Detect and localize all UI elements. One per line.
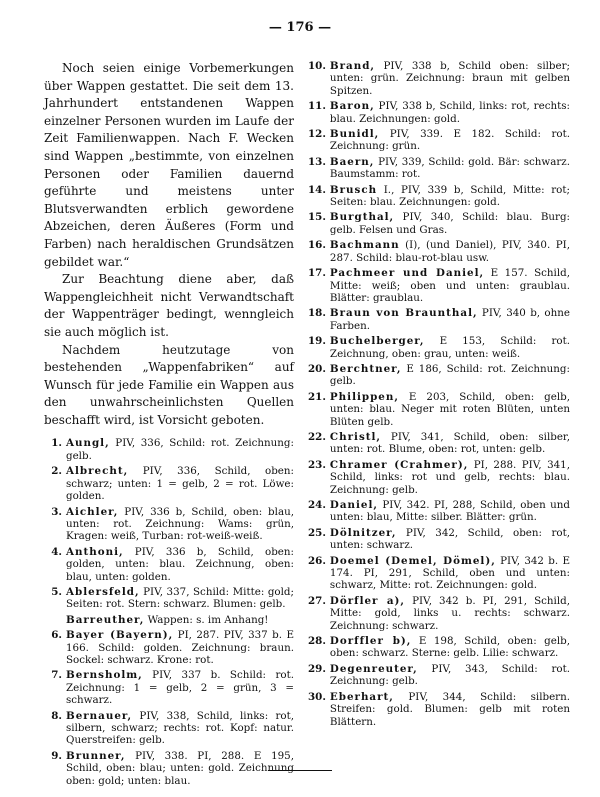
entry-description: PIV, 337, Schild: Mitte: gold; Seiten: rot. Stern: schwarz. Blumen: gelb. bbox=[66, 585, 294, 611]
entry-description: PIV, 340, Schild: blau. Burg: gelb. Felsen und Gras. bbox=[329, 211, 570, 236]
entry-number: 23. bbox=[308, 458, 326, 471]
entry-name: Pachmeer und Daniel, bbox=[329, 267, 485, 280]
entry-description: PIV, 339, Schild: gold. Bär: schwarz. Baumstamm: rot. bbox=[329, 155, 570, 181]
list-item bbox=[44, 750, 294, 787]
entry-number: 19. bbox=[308, 335, 326, 348]
entry-description: PIV, 338 b, Schild, links: rot, rechts: blau. Zeichnungen: gold. bbox=[329, 100, 570, 125]
entry-number: 29. bbox=[308, 662, 326, 675]
entry-number: 24. bbox=[308, 499, 326, 511]
entry-name: Baern, bbox=[329, 155, 375, 168]
list-item bbox=[44, 437, 294, 462]
list-item bbox=[44, 586, 294, 611]
entry-name: Bunidl, bbox=[329, 128, 380, 141]
entry-list-right bbox=[308, 60, 570, 728]
entry-name: Aungl, bbox=[66, 437, 110, 450]
bottom-divider bbox=[268, 770, 332, 771]
list-item bbox=[44, 614, 294, 626]
entry-description: E 153, Schild: rot. Zeichnung, oben: grau, unten: weiß. bbox=[329, 335, 570, 360]
entry-number: 5. bbox=[51, 585, 62, 598]
entry-description: PIV, 342, Schild, oben: rot, unten: schwarz. bbox=[329, 526, 570, 552]
entry-description: PIV, 336 b, Schild, oben: golden, unten: blau. Zeichnung, oben: blau, unten: golden. bbox=[66, 545, 294, 583]
entry-description: (I), (und Daniel), PIV, 340. PI, 287. Schild: blau-rot-blau usw. bbox=[329, 239, 570, 264]
entry-name: Brand, bbox=[329, 60, 375, 72]
list-item bbox=[44, 629, 294, 666]
entry-description: PIV, 338, Schild, links: rot, silbern, schwarz; rechts: rot. Kopf: natur. Querstreifen: gelb. bbox=[66, 709, 294, 747]
entry-number: 27. bbox=[308, 594, 326, 607]
entry-number: 4. bbox=[51, 545, 62, 558]
entry-name: Barreuther, bbox=[66, 613, 145, 626]
entry-name: Bernauer, bbox=[66, 709, 133, 722]
entry-name: Berchtner, bbox=[329, 362, 402, 375]
entry-number: 12. bbox=[308, 128, 326, 141]
list-item bbox=[308, 100, 570, 125]
list-item bbox=[308, 267, 570, 304]
list-item bbox=[308, 459, 570, 496]
list-item bbox=[308, 128, 570, 153]
entry-number: 7. bbox=[51, 669, 62, 682]
list-item bbox=[308, 60, 570, 97]
entry-description: PIV, 338 b, Schild oben: silber; unten: grün. Zeichnung: braun mit gelben Spitzen. bbox=[329, 60, 570, 97]
entry-name: Buchelberger, bbox=[329, 335, 425, 348]
list-item bbox=[308, 499, 570, 524]
entry-description: PIV, 339. E 182. Schild: rot. Zeichnung: grün. bbox=[329, 128, 570, 153]
entry-name: Aichler, bbox=[66, 505, 119, 518]
list-item bbox=[308, 635, 570, 660]
entry-description: I., PIV, 339 b, Schild, Mitte: rot; Seiten: blau. Zeichnungen: gold. bbox=[329, 183, 570, 209]
entry-name: Bayer (Bayern), bbox=[66, 629, 174, 642]
list-item bbox=[308, 431, 570, 456]
entry-name: Philippen, bbox=[329, 390, 399, 403]
intro-paragraph: Nachdem heutzutage von bestehenden „Wappenfabriken“ auf Wunsch für jede Familie ein Wappen aus den unwahrscheinlichsten Quellen beschafft wird, ist Vorsicht geboten. bbox=[44, 342, 294, 427]
entry-name: Brunner, bbox=[66, 749, 126, 762]
entry-number: 1. bbox=[51, 437, 62, 450]
entry-description: PI, 287. PIV, 337 b. E 166. Schild: golden. Zeichnung: braun. Sockel: schwarz. Krone: rot. bbox=[66, 629, 294, 666]
entry-number: 2. bbox=[51, 465, 62, 478]
entry-description: E 198, Schild, oben: gelb, oben: schwarz. Sterne: gelb. Lilie: schwarz. bbox=[329, 635, 570, 660]
entry-name: Daniel, bbox=[329, 499, 378, 511]
entry-name: Anthoni, bbox=[66, 545, 124, 558]
entry-name: Christl, bbox=[329, 430, 381, 443]
list-item bbox=[308, 663, 570, 688]
entry-name: Baron, bbox=[329, 100, 375, 113]
entry-name: Chramer (Crahmer), bbox=[329, 458, 469, 471]
entry-description: E 186, Schild: rot. Zeichnung: gelb. bbox=[329, 362, 570, 388]
entry-name: Dörfler a), bbox=[329, 594, 405, 607]
list-item bbox=[44, 465, 294, 502]
entry-description: PIV, 336, Schild, oben: schwarz; unten: 1 = gelb, 2 = rot. Löwe: golden. bbox=[66, 465, 294, 503]
list-item bbox=[44, 506, 294, 543]
entry-description: PIV, 337 b. Schild: rot. Zeichnung: 1 = gelb, 2 = grün, 3 = schwarz. bbox=[66, 669, 294, 707]
entry-name: Bernsholm, bbox=[66, 669, 143, 682]
entry-number: 8. bbox=[51, 709, 62, 722]
list-item bbox=[44, 669, 294, 706]
page-number: — 176 — bbox=[268, 20, 332, 35]
list-item bbox=[308, 335, 570, 360]
entry-name: Albrecht, bbox=[66, 465, 129, 478]
list-item bbox=[308, 555, 570, 592]
list-item bbox=[308, 156, 570, 181]
entry-name: Bachmann bbox=[329, 239, 400, 252]
entry-name: Brusch bbox=[329, 183, 378, 196]
entry-number: 13. bbox=[308, 155, 326, 168]
intro-text bbox=[44, 60, 294, 429]
list-item bbox=[44, 710, 294, 747]
entry-description: Wappen: s. im Anhang! bbox=[144, 613, 269, 626]
entry-description: PIV, 342. PI, 288, Schild, oben und unten: blau, Mitte: silber. Blätter: grün. bbox=[329, 499, 570, 524]
entry-name: Eberhart, bbox=[329, 690, 394, 703]
entry-number: 3. bbox=[51, 505, 62, 518]
entry-list-left bbox=[44, 437, 294, 787]
entry-description: PIV, 336 b, Schild, oben: blau, unten: rot. Zeichnung: Wams: grün, Kragen: weiß, Turban: rot-weiß-weiß. bbox=[66, 505, 294, 543]
entry-description: PIV, 341, Schild, oben: silber, unten: rot. Blume, oben: rot, unten: gelb. bbox=[329, 430, 570, 456]
entry-number: 30. bbox=[308, 690, 326, 703]
entry-number: 18. bbox=[308, 307, 326, 320]
entry-description: PIV, 344, Schild: silbern. Streifen: gold. Blumen: gelb mit roten Blättern. bbox=[329, 690, 570, 728]
entry-number bbox=[44, 614, 66, 626]
list-item bbox=[308, 307, 570, 332]
list-item bbox=[308, 184, 570, 209]
entry-number: 10. bbox=[308, 60, 326, 72]
left-column bbox=[44, 60, 294, 790]
list-item bbox=[308, 363, 570, 388]
entry-number: 25. bbox=[308, 526, 326, 539]
entry-name: Degenreuter, bbox=[329, 662, 418, 675]
entry-number: 15. bbox=[308, 211, 326, 224]
entry-number: 21. bbox=[308, 390, 326, 403]
entry-name: Doemel (Demel, Dömel), bbox=[329, 554, 496, 567]
entry-description: E 157. Schild, Mitte: weiß; oben und unten: graublau. Blätter: graublau. bbox=[329, 267, 570, 304]
entry-description: PIV, 343, Schild: rot. Zeichnung: gelb. bbox=[329, 662, 570, 688]
entry-description: PIV, 336, Schild: rot. Zeichnung: gelb. bbox=[66, 437, 294, 462]
entry-name: Dorffler b), bbox=[329, 635, 412, 648]
list-item bbox=[308, 527, 570, 552]
intro-paragraph: Zur Beachtung diene aber, daß Wappengleichheit nicht Verwandtschaft der Wappenträger bedingt, wenngleich sie auch möglich ist. bbox=[44, 272, 294, 339]
list-item bbox=[44, 546, 294, 583]
list-item bbox=[308, 595, 570, 632]
list-item bbox=[308, 211, 570, 236]
entry-description: PIV, 340 b, ohne Farben. bbox=[329, 307, 570, 332]
entry-number: 22. bbox=[308, 430, 326, 443]
right-column bbox=[308, 60, 570, 731]
entry-description: PIV, 342 b. E 174. PI, 291, Schild, oben und unten: schwarz, Mitte: rot. Zeichnungen: gold. bbox=[329, 554, 570, 592]
list-item bbox=[308, 391, 570, 428]
entry-number: 16. bbox=[308, 239, 326, 252]
entry-number: 6. bbox=[51, 629, 62, 642]
intro-paragraph: Noch seien einige Vorbemerkungen über Wappen gestattet. Die seit dem 13. Jahrhundert entstandenen Wappen einzelner Personen wurden im Laufe der Zeit Familienwappen. Nach F. Wecken sind Wappen „bestimmte, von einzelnen Personen oder Familien dauernd geführte und meistens unter Blutsverwandten erblich gewordene Abzeichen, deren Äußeres (Form und Farben) nach heraldischen Grundsätzen gebildet war.“ bbox=[44, 61, 294, 269]
list-item bbox=[308, 691, 570, 728]
entry-name: Ablersfeld, bbox=[66, 585, 140, 598]
entry-number: 9. bbox=[51, 749, 62, 762]
entry-description: PIV, 338. PI, 288. E 195, Schild, oben: blau; unten: gold. Zeichnung oben: gold; unten: blau. bbox=[66, 749, 294, 787]
entry-name: Braun von Braunthal, bbox=[329, 307, 478, 320]
entry-description: PIV, 342 b. PI, 291, Schild, Mitte: gold, links u. rechts: schwarz. Zeichnung: schwarz. bbox=[329, 594, 570, 632]
list-item bbox=[308, 239, 570, 264]
entry-number: 14. bbox=[308, 183, 326, 196]
entry-description: E 203, Schild, oben: gelb, unten: blau. Neger mit roten Blüten, unten Blüten gelb. bbox=[329, 390, 570, 428]
entry-number: 20. bbox=[308, 362, 326, 375]
entry-name: Burgthal, bbox=[329, 211, 395, 224]
entry-number: 11. bbox=[308, 100, 326, 113]
entry-name: Dölnitzer, bbox=[329, 526, 397, 539]
entry-description: PI, 288. PIV, 341, Schild, links: rot und gelb, rechts: blau. Zeichnung: gelb. bbox=[329, 458, 571, 496]
entry-number: 17. bbox=[308, 267, 326, 280]
entry-number: 26. bbox=[308, 554, 326, 567]
entry-number: 28. bbox=[308, 635, 326, 648]
